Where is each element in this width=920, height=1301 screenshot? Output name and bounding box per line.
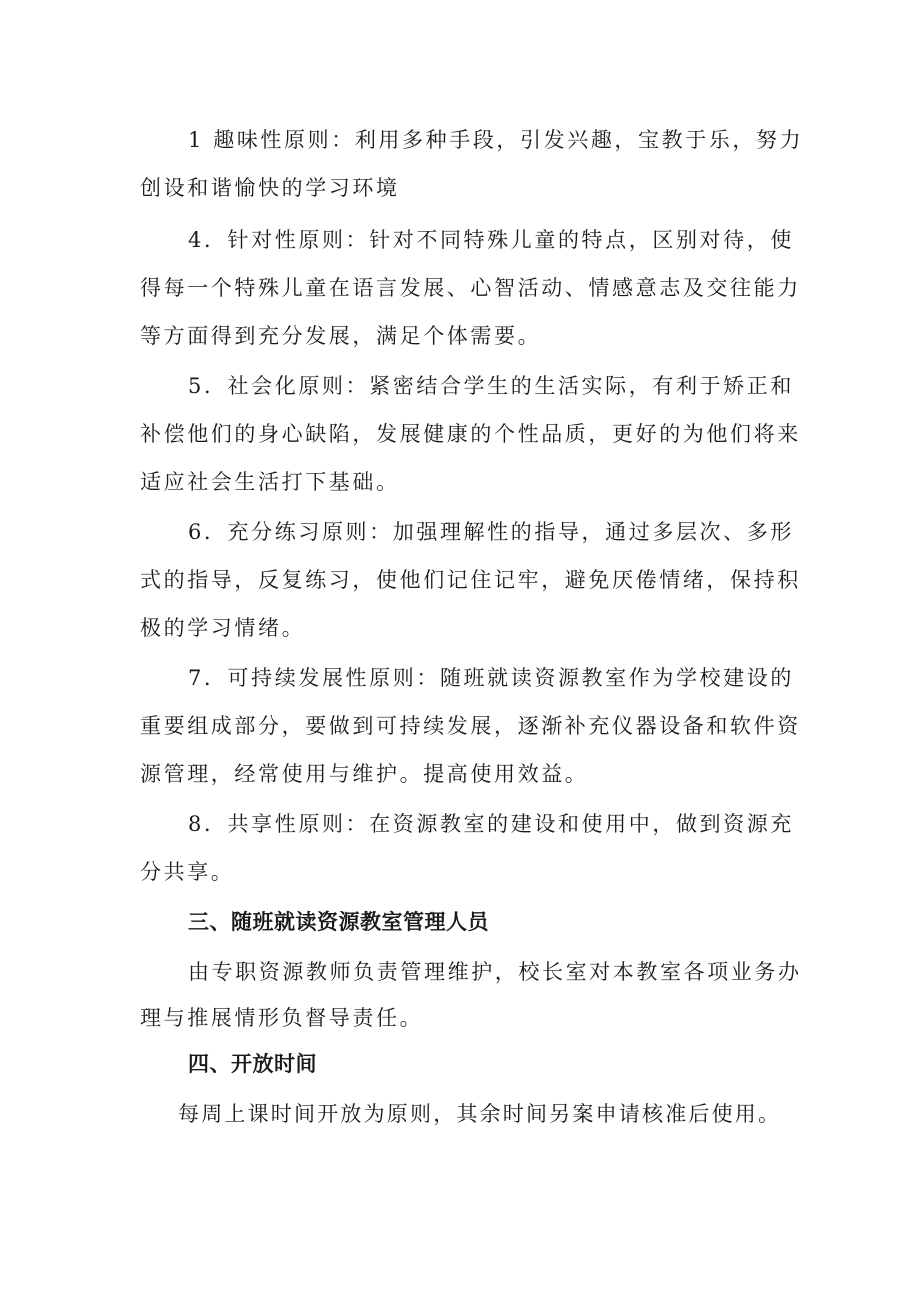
para-5-line-1: 5．社会化原则：紧密结合学生的生活实际，有利于矫正和 bbox=[188, 374, 794, 398]
section-3-line-2: 理与推展情形负督导责任。 bbox=[140, 1006, 424, 1030]
section-3-line-1: 由专职资源教师负责管理维护，校长室对本教室各项业务办 bbox=[188, 960, 802, 984]
para-7-line-1: 7．可持续发展性原则：随班就读资源教室作为学校建设的 bbox=[188, 666, 794, 690]
para-1-line-1: 1 趣味性原则：利用多种手段，引发兴趣，宝教于乐，努力 bbox=[188, 128, 804, 152]
para-5-line-2: 补偿他们的身心缺陷，发展健康的个性品质，更好的为他们将来 bbox=[140, 422, 801, 446]
para-8-line-2: 分共享。 bbox=[140, 860, 235, 884]
para-7-line-3: 源管理，经常使用与维护。提高使用效益。 bbox=[140, 762, 589, 786]
para-7-line-2: 重要组成部分，要做到可持续发展，逐渐补充仪器设备和软件资 bbox=[140, 714, 801, 738]
para-6-line-1: 6．充分练习原则：加强理解性的指导，通过多层次、多形 bbox=[188, 520, 794, 544]
para-4-line-2: 得每一个特殊儿童在语言发展、心智活动、情感意志及交往能力 bbox=[140, 276, 801, 300]
para-4-line-1: 4．针对性原则：针对不同特殊儿童的特点，区别对待，使 bbox=[188, 228, 794, 252]
para-6-line-3: 极的学习情绪。 bbox=[140, 616, 306, 640]
para-1-line-2: 创设和谐愉快的学习环境 bbox=[140, 176, 400, 200]
section-3-heading: 三、随班就读资源教室管理人员 bbox=[188, 910, 489, 934]
section-4-line-1: 每周上课时间开放为原则，其余时间另案申请核准后使用。 bbox=[178, 1102, 782, 1126]
para-8-line-1: 8．共享性原则：在资源教室的建设和使用中，做到资源充 bbox=[188, 812, 794, 836]
para-5-line-3: 适应社会生活打下基础。 bbox=[140, 470, 400, 494]
para-6-line-2: 式的指导，反复练习，使他们记住记牢，避免厌倦情绪，保持积 bbox=[140, 568, 801, 592]
section-4-heading: 四、开放时间 bbox=[188, 1052, 317, 1076]
para-4-line-3: 等方面得到充分发展，满足个体需要。 bbox=[140, 324, 542, 348]
